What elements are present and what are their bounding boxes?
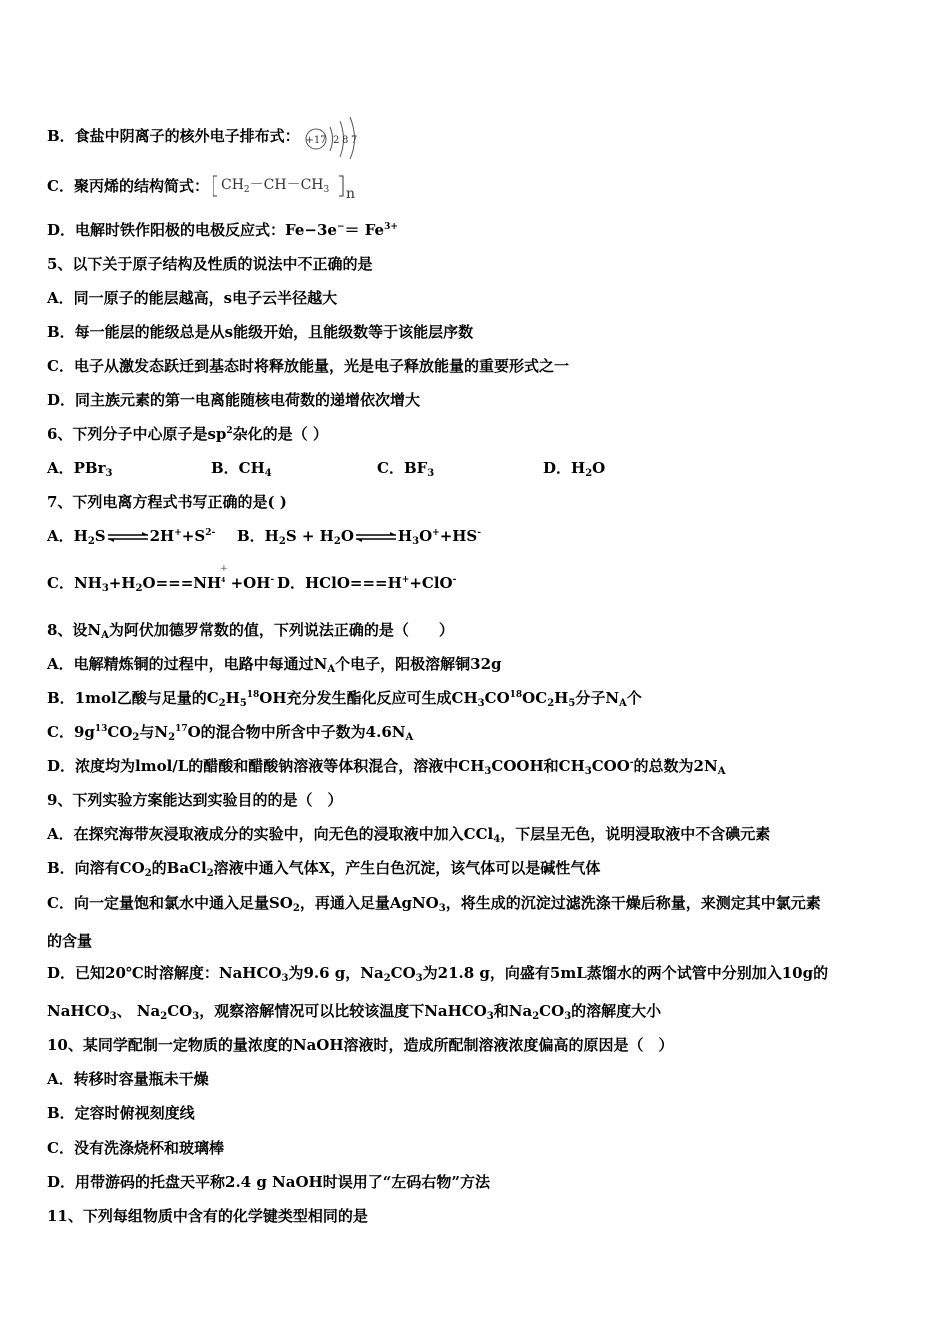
nucleus-charge: +17 — [305, 135, 327, 146]
q6-stem-a: 6、下列分子中心原子是sp — [47, 425, 227, 443]
q7-options-cd — [47, 564, 547, 594]
formula-n: n — [345, 186, 355, 202]
q4-option-b-text: B．食盐中阴离子的核外电子排布式： — [47, 127, 300, 145]
shell-1-count: 2 — [332, 135, 340, 146]
q9-option-c: C．向一定量饱和氯水中通入足量$SO_2$，再通入足量AgNO$_3$，将生成的沉淀过滤洗涤干燥后称量，来测定其中氯元素 — [47, 894, 821, 914]
q4-option-d — [47, 220, 398, 240]
q6-stem — [47, 424, 328, 444]
q9-option-c-cont: 的含量 — [47, 932, 93, 950]
atom-structure-diagram — [304, 115, 364, 159]
q8-option-d: D．浓度均为lmol/L的醋酸和醋酸钠溶液等体积混合，溶液中$CH_3COOH$和$CH_3COO^-$的总数为$2N_A$ — [47, 757, 726, 777]
formula-sub3: 3 — [323, 185, 330, 195]
q6-option-d: D．$H_2O$ — [543, 459, 606, 479]
formula-chain: －CH－CH — [249, 177, 324, 193]
q7-stem: 7、下列电离方程式书写正确的是( ) — [47, 493, 287, 511]
q4-option-c — [47, 172, 363, 202]
svg-text:CH2－CH－CH3 — [221, 177, 330, 195]
q4-option-c-text: C．聚丙烯的结构简式： — [47, 177, 209, 195]
q10-option-a: A．转移时容量瓶未干燥 — [47, 1070, 209, 1088]
q4-d-sup1: − — [336, 222, 345, 232]
q6-option-b: B．$CH_4$ — [211, 459, 272, 479]
q6-stem-sup: 2 — [226, 426, 233, 436]
q10-option-b: B．定容时俯视刻度线 — [47, 1104, 195, 1122]
q6-stem-b: 杂化的是（ ） — [232, 425, 328, 443]
polypropylene-formula — [213, 172, 363, 202]
q8-option-b: B．1mol乙酸与足量的$C_2H_5^{18}OH$充分发生酯化反应可生成$CH_3CO^{18}OC_2H_5$分子$N_A$个 — [47, 689, 642, 709]
formula-ch: CH — [220, 177, 244, 193]
q5-option-d: D．同主族元素的第一电离能随核电荷数的递增依次增大 — [47, 391, 421, 409]
q5-option-a: A．同一原子的能层越高，s电子云半径越大 — [47, 289, 338, 307]
q6-option-a: A．PBr$_3$ — [47, 459, 113, 479]
q7-option-d: D．HClO===H++ClO- — [277, 574, 457, 592]
q7-c-over: + — [220, 564, 228, 574]
q8-option-a: A．电解精炼铜的过程中，电路中每通过$N_A$个电子，阳极溶解铜32g — [47, 655, 502, 675]
q5-option-b: B．每一能层的能级总是从s能级开始，且能级数等于该能层序数 — [47, 323, 474, 341]
q6-option-c: C．$BF_3$ — [377, 459, 435, 479]
q6-options — [47, 458, 647, 478]
q8-option-c: C．$9g^{13}CO_2$与$N_2^{17}O$的混合物中所含中子数为$4.6N_A$ — [47, 723, 414, 743]
q10-option-c: C．没有洗涤烧杯和玻璃棒 — [47, 1139, 224, 1157]
q10-option-d: D．用带游码的托盘天平称2.4 g NaOH时误用了“左码右物”方法 — [47, 1173, 490, 1191]
q10-stem: 10、某同学配制一定物质的量浓度的NaOH溶液时，造成所配制溶液浓度偏高的原因是（ ） — [47, 1036, 674, 1054]
q4-d-mid: ＝ Fe — [344, 221, 385, 239]
q9-option-a: A．在探究海带灰浸取液成分的实验中，向无色的浸取液中加入CCl$_4$，下层呈无色，说明浸取液中不含碘元素 — [47, 825, 771, 845]
q11-stem: 11、下列每组物质中含有的化学键类型相同的是 — [47, 1207, 368, 1225]
equilibrium-arrow-icon — [106, 532, 150, 542]
q7-options-ab — [47, 526, 547, 546]
q5-option-c: C．电子从激发态跃迁到基态时将释放能量，光是电子释放能量的重要形式之一 — [47, 357, 569, 375]
q4-option-d-text: D．电解时铁作阳极的电极反应式：Fe−3e — [47, 221, 337, 239]
q9-stem: 9、下列实验方案能达到实验目的的是（ ） — [47, 791, 343, 809]
formula-sub2: 2 — [243, 185, 250, 195]
q9-option-b: B．向溶有$CO_2$的BaCl$_2$溶液中通入气体X，产生白色沉淀，该气体可以是碱性气体 — [47, 859, 601, 879]
q9-option-d-cont: NaHCO$_3$、 $Na_2CO_3$，观察溶解情况可以比较该温度下NaHCO$_3$和$Na_2CO_3$的溶解度大小 — [47, 1002, 662, 1022]
equilibrium-arrow-icon — [354, 532, 398, 542]
shell-2-count: 8 — [341, 135, 349, 146]
q8-stem: 8、设$N_A$为阿伏加德罗常数的值，下列说法正确的是（ ） — [47, 621, 454, 641]
q4-d-sup2: 3+ — [384, 222, 398, 232]
q7-option-b: B．$H_2S + H_2O$ $H_3O^++HS^-$ — [237, 527, 482, 547]
q7-option-a: A．$H_2S$ $2H^++S^{2-}$ — [47, 527, 216, 547]
q4-option-b — [47, 115, 364, 159]
q9-option-d: D．已知20℃时溶解度：NaHCO$_3$为9.6 g，$Na_2CO_3$为21.8 g，向盛有5mL蒸馏水的两个试管中分别加入10g的 — [47, 964, 829, 984]
q5-stem: 5、以下关于原子结构及性质的说法中不正确的是 — [47, 255, 373, 273]
shell-3-count: 7 — [350, 135, 358, 146]
q7-option-c: C．$NH_3+H_2O===NH$ + $^4$ +OH- — [47, 573, 274, 593]
